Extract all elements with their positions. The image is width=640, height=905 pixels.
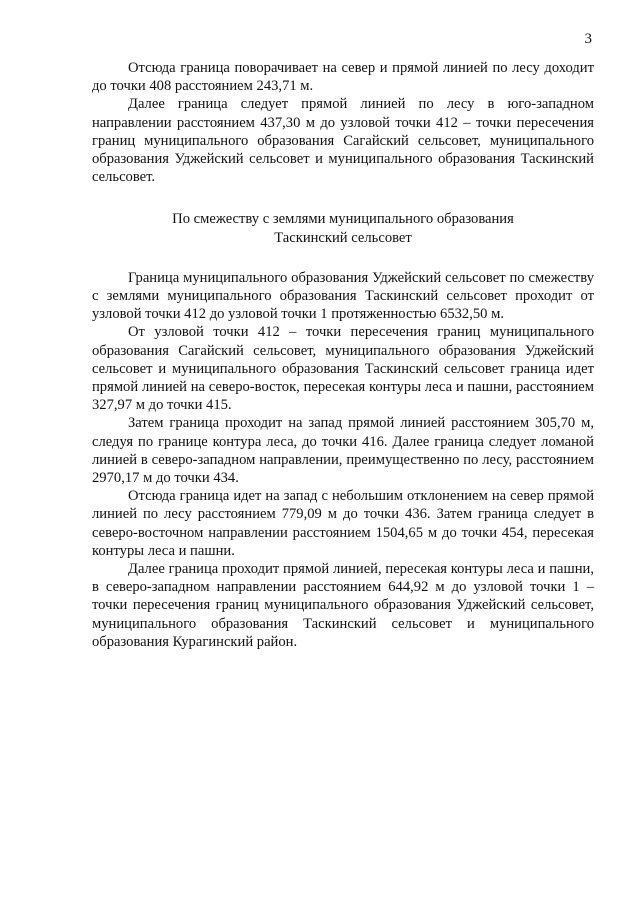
section-heading <box>92 210 594 246</box>
paragraph: Далее граница проходит прямой линией, пересекая контуры леса и пашни, в северо-западном направлении расстоянием 644,92 м до узловой точки 1 – точки пересечения границ муниципального образования Уджейский сельсовет, муниципального образования Таскинский сельсовет и муниципального образования Курагинский район. <box>92 561 594 650</box>
paragraph: Отсюда граница поворачивает на север и прямой линией по лесу доходит до точки 408 расстоянием 243,71 м. <box>92 60 594 95</box>
section-heading-line-2: Таскинский сельсовет <box>274 229 412 246</box>
section-heading-line-1: По смежеству с землями муниципального образования <box>172 211 514 228</box>
paragraph: Далее граница следует прямой линией по лесу в юго-западном направлении расстоянием 437,30 м до узловой точки 412 – точки пересечения границ муниципального образования Сагайский сельсовет, муниципального образования Уджейский сельсовет и муниципального образования Таскинский сельсовет. <box>92 96 594 186</box>
page-number: 3 <box>584 31 592 47</box>
paragraph: Отсюда граница идет на запад с небольшим отклонением на север прямой линией по лесу расстоянием 779,09 м до точки 436. Затем граница следует в северо-восточном направлении расстоянием 1504,65 м до точки 454, пересекая контуры леса и пашни. <box>92 488 594 559</box>
paragraph: Затем граница проходит на запад прямой линией расстоянием 305,70 м, следуя по границе контура леса, до точки 416. Далее граница следует ломаной линией в северо-западном направлении, преимущественно по лесу, расстоянием 2970,17 м до точки 434. <box>92 415 594 487</box>
document-body <box>92 59 594 651</box>
paragraph: Граница муниципального образования Уджейский сельсовет по смежеству с землями муниципального образования Таскинский сельсовет проходит от узловой точки 412 до узловой точки 1 протяженностью 6532,50 м. <box>92 269 594 323</box>
paragraph: От узловой точки 412 – точки пересечения границ муниципального образования Сагайский сельсовет, муниципального образования Уджейский сельсовет и муниципального образования Таскинский сельсовет граница идет прямой линией на северо-восток, пересекая контуры леса и пашни, расстоянием 327,97 м до точки 415. <box>92 324 594 414</box>
